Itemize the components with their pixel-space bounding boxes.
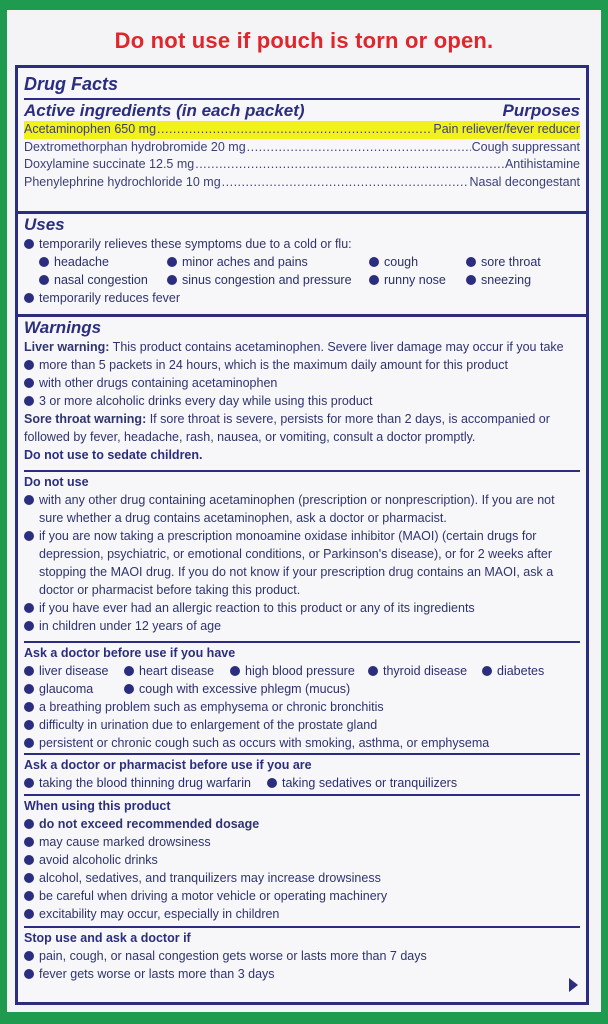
list-item: a breathing problem such as emphysema or chronic bronchitis [24, 698, 580, 716]
bullet-icon [167, 257, 177, 267]
warnings-section [24, 318, 580, 464]
sore-throat-warning: Sore throat warning: If sore throat is severe, persists for more than 2 days, is accompanied or [24, 412, 550, 426]
bullet-icon [24, 738, 34, 748]
bullet-icon [24, 666, 34, 676]
divider [24, 794, 580, 796]
divider [24, 753, 580, 755]
divider [24, 98, 580, 100]
pharmacist-row [24, 774, 580, 792]
symptom: sneezing [481, 273, 532, 287]
warnings-heading: Warnings [24, 318, 102, 337]
bullet-icon [24, 969, 34, 979]
do-not-use-heading: Do not use [24, 475, 89, 489]
when-using-section [24, 797, 580, 923]
ingredient-purpose: Nasal decongestant [469, 174, 580, 189]
list-item: do not exceed recommended dosage [24, 815, 580, 833]
bullet-icon [369, 257, 379, 267]
pharmacist-item: taking sedatives or tranquilizers [282, 776, 458, 790]
list-item: be careful when driving a motor vehicle or operating machinery [24, 887, 580, 905]
bullet-icon [24, 909, 34, 919]
bullet-icon [39, 257, 49, 267]
ask-doctor-heading: Ask a doctor before use if you have [24, 646, 236, 660]
drug-facts-box [15, 65, 589, 1005]
bullet-icon [24, 855, 34, 865]
pouch-warning: Do not use if pouch is torn or open. [114, 28, 494, 53]
symptom: sinus congestion and pressure [182, 273, 352, 287]
list-item: difficulty in urination due to enlargement of the prostate gland [24, 716, 580, 734]
bullet-icon [24, 873, 34, 883]
ask-pharmacist-heading: Ask a doctor or pharmacist before use if you are [24, 758, 312, 772]
list-item: fever gets worse or lasts more than 3 days [24, 965, 580, 983]
symptom-row [24, 253, 580, 271]
list-item-cont: sure whether a drug contains acetaminophen, ask a doctor or pharmacist. [39, 511, 447, 525]
bullet-icon [24, 720, 34, 730]
divider [24, 470, 580, 472]
liver-warning: Liver warning: This product contains acetaminophen. Severe liver damage may occur if you take [24, 340, 564, 354]
list-item-cont: stopping the MAOI drug. If you do not know if your prescription drug contains an MAOI, ask a [39, 565, 554, 579]
condition: high blood pressure [245, 664, 355, 678]
do-not-use-section [24, 473, 580, 635]
bullet-icon [167, 275, 177, 285]
bullet-icon [24, 293, 34, 303]
bullet-icon [124, 666, 134, 676]
stop-use-section [24, 929, 580, 983]
list-item: more than 5 packets in 24 hours, which is the maximum daily amount for this product [24, 356, 580, 374]
ingredient-purpose: Pain reliever/fever reducer [433, 122, 580, 136]
label-panel [7, 10, 601, 1012]
bullet-icon [24, 396, 34, 406]
condition: liver disease [39, 664, 109, 678]
list-item: if you are now taking a prescription monoamine oxidase inhibitor (MAOI) (certain drugs for [24, 527, 580, 545]
divider [24, 926, 580, 928]
symptom: nasal congestion [54, 273, 148, 287]
list-item: in children under 12 years of age [24, 617, 580, 635]
condition: thyroid disease [383, 664, 468, 678]
bullet-icon [24, 239, 34, 249]
ingredient-row [24, 139, 580, 157]
list-item: if you have ever had an allergic reaction to this product or any of its ingredients [24, 599, 580, 617]
ingredient-name: Acetaminophen 650 mg [24, 122, 157, 136]
bullet-icon [24, 891, 34, 901]
when-using-heading: When using this product [24, 799, 171, 813]
bullet-icon [24, 684, 34, 694]
ingredient-row [24, 174, 580, 192]
drug-facts-header [24, 74, 580, 95]
bullet-icon [24, 621, 34, 631]
condition-row [24, 680, 580, 698]
ingredient-purpose: Antihistamine [504, 157, 580, 171]
list-item: temporarily relieves these symptoms due to a cold or flu: [24, 235, 580, 253]
symptom: cough [384, 255, 419, 269]
sore-throat-warning-cont: followed by fever, headache, rash, nausea, or vomiting, consult a doctor promptly. [24, 430, 476, 444]
uses-heading: Uses [24, 215, 65, 234]
bullet-icon [24, 702, 34, 712]
list-item: avoid alcoholic drinks [24, 851, 580, 869]
bullet-icon [24, 360, 34, 370]
ask-doctor-section [24, 644, 580, 752]
bullet-icon [24, 495, 34, 505]
bullet-icon [24, 531, 34, 541]
list-item: may cause marked drowsiness [24, 833, 580, 851]
symptom-row [24, 271, 580, 289]
symptom: sore throat [481, 255, 541, 269]
list-item: alcohol, sedatives, and tranquilizers may increase drowsiness [24, 869, 580, 887]
list-item: with any other drug containing acetaminophen (prescription or nonprescription). If you are not [24, 491, 580, 509]
continue-arrow-icon [569, 978, 578, 992]
condition: heart disease [139, 664, 215, 678]
bullet-icon [482, 666, 492, 676]
ask-pharmacist-section [24, 756, 580, 792]
drug-facts-title: Drug Facts [24, 74, 119, 94]
list-item: excitability may occur, especially in children [24, 905, 580, 923]
bullet-icon [230, 666, 240, 676]
list-item: temporarily reduces fever [24, 289, 580, 307]
condition-row [24, 662, 580, 680]
list-item: pain, cough, or nasal congestion gets worse or lasts more than 7 days [24, 947, 580, 965]
ingredient-row [24, 156, 580, 174]
list-item: 3 or more alcoholic drinks every day while using this product [24, 392, 580, 410]
bullet-icon [369, 275, 379, 285]
bullet-icon [466, 257, 476, 267]
purposes-heading: Purposes [502, 101, 580, 120]
bullet-icon [24, 951, 34, 961]
condition: cough with excessive phlegm (mucus) [139, 682, 351, 696]
ingredient-name: Dextromethorphan hydrobromide 20 mg [24, 139, 246, 154]
pharmacist-item: taking the blood thinning drug warfarin [39, 776, 251, 790]
ingredient-name: Phenylephrine hydrochloride 10 mg [24, 174, 221, 189]
symptom: minor aches and pains [182, 255, 308, 269]
bullet-icon [39, 275, 49, 285]
condition: glaucoma [39, 682, 94, 696]
uses-section [24, 215, 580, 307]
list-item-cont: doctor or pharmacist before taking this product. [39, 583, 301, 597]
list-item: persistent or chronic cough such as occurs with smoking, asthma, or emphysema [24, 734, 580, 752]
bullet-icon [368, 666, 378, 676]
ingredient-name: Doxylamine succinate 12.5 mg [24, 157, 195, 171]
bullet-icon [24, 819, 34, 829]
symptom: headache [54, 255, 109, 269]
active-ingredients-section [24, 101, 580, 191]
bullet-icon [24, 837, 34, 847]
section-divider [18, 211, 586, 214]
sedate-warning: Do not use to sedate children. [24, 448, 203, 462]
bullet-icon [267, 778, 277, 788]
ingredient-purpose: Cough suppressant [471, 139, 580, 154]
divider [24, 641, 580, 643]
symptom: runny nose [384, 273, 446, 287]
section-divider [18, 314, 586, 317]
list-item: with other drugs containing acetaminophen [24, 374, 580, 392]
active-ingredients-heading: Active ingredients (in each packet) [24, 101, 305, 120]
bullet-icon [24, 778, 34, 788]
stop-use-heading: Stop use and ask a doctor if [24, 931, 191, 945]
bullet-icon [24, 603, 34, 613]
bullet-icon [24, 378, 34, 388]
ingredient-row [24, 121, 580, 139]
bullet-icon [124, 684, 134, 694]
bullet-icon [466, 275, 476, 285]
list-item-cont: depression, psychiatric, or emotional conditions, or Parkinson's disease), or for 2 weeks after [39, 547, 553, 561]
condition: diabetes [497, 664, 545, 678]
